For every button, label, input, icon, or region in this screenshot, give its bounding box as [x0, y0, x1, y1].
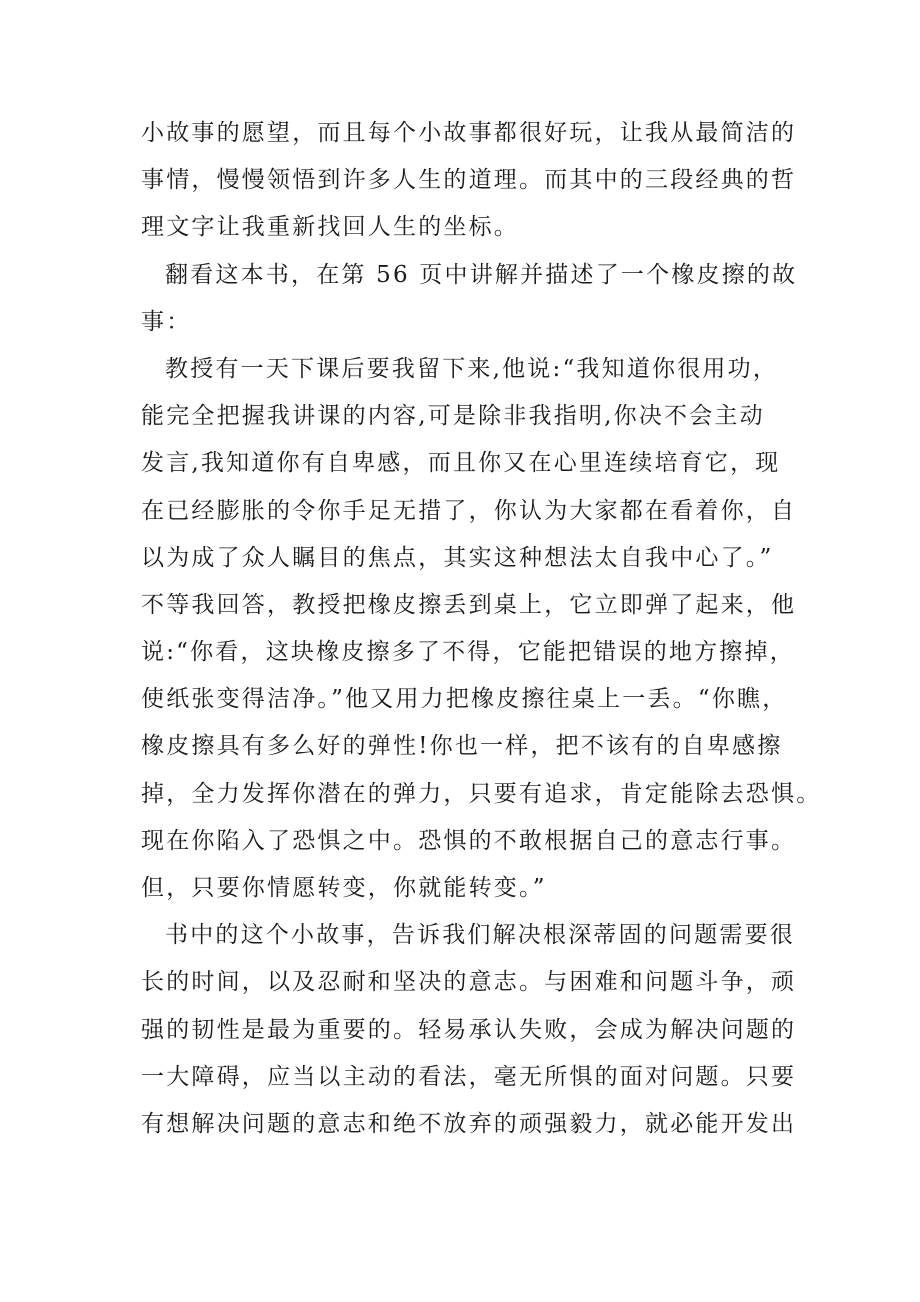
- text-line: 发言,我知道你有自卑感，而且你又在心里连续培育它，现: [141, 450, 781, 477]
- text-line: 有想解决问题的意志和绝不放弃的顽强毅力，就必能开发出: [141, 1110, 797, 1137]
- text-line: 能完全把握我讲课的内容,可是除非我指明,你决不会主动: [141, 403, 765, 430]
- text-line: 强的韧性是最为重要的。轻易承认失败，会成为解决问题的: [141, 1016, 797, 1043]
- text-line: 书中的这个小故事，告诉我们解决根深蒂固的问题需要很: [165, 922, 795, 949]
- text-line: 在已经膨胀的令你手足无措了，你认为大家都在看着你，自: [141, 497, 797, 524]
- text-line: 小故事的愿望，而且每个小故事都很好玩，让我从最简洁的: [141, 120, 797, 146]
- text-line: 掉，全力发挥你潜在的弹力，只要有追求，肯定能除去恐惧。: [141, 780, 822, 807]
- text-line: 教授有一天下课后要我留下来,他说:“我知道你很用功，: [165, 355, 779, 382]
- text-line: 橡皮擦具有多么好的弹性!你也一样，把不该有的自卑感擦: [141, 733, 783, 760]
- text-line: 事情，慢慢领悟到许多人生的道理。而其中的三段经典的哲: [141, 167, 797, 194]
- text-line: 现在你陷入了恐惧之中。恐惧的不敢根据自己的意志行事。: [141, 827, 797, 854]
- body-text: [141, 110, 822, 1148]
- text-line: 一大障碍，应当以主动的看法，毫无所惧的面对问题。只要: [141, 1063, 797, 1090]
- text-line: 不等我回答，教授把橡皮擦丢到桌上，它立即弹了起来，他: [141, 591, 797, 618]
- text-line: 长的时间，以及忍耐和坚决的意志。与困难和问题斗争，顽: [141, 969, 797, 996]
- text-line: 但，只要你情愿转变，你就能转变。”: [141, 875, 547, 901]
- text-line: 事：: [141, 308, 192, 335]
- text-line: 理文字让我重新找回人生的坐标。: [141, 214, 519, 241]
- text-line: 说:“你看，这块橡皮擦多了不得，它能把错误的地方擦掉，: [141, 639, 795, 666]
- text-line: 以为成了众人瞩目的焦点，其实这种想法太自我中心了。”: [141, 544, 774, 571]
- text-line: 翻看这本书，在第 56 页中讲解并描述了一个橡皮擦的故: [165, 261, 798, 288]
- text-line: 使纸张变得洁净。”他又用力把橡皮擦往桌上一丢。“你瞧，: [141, 686, 788, 713]
